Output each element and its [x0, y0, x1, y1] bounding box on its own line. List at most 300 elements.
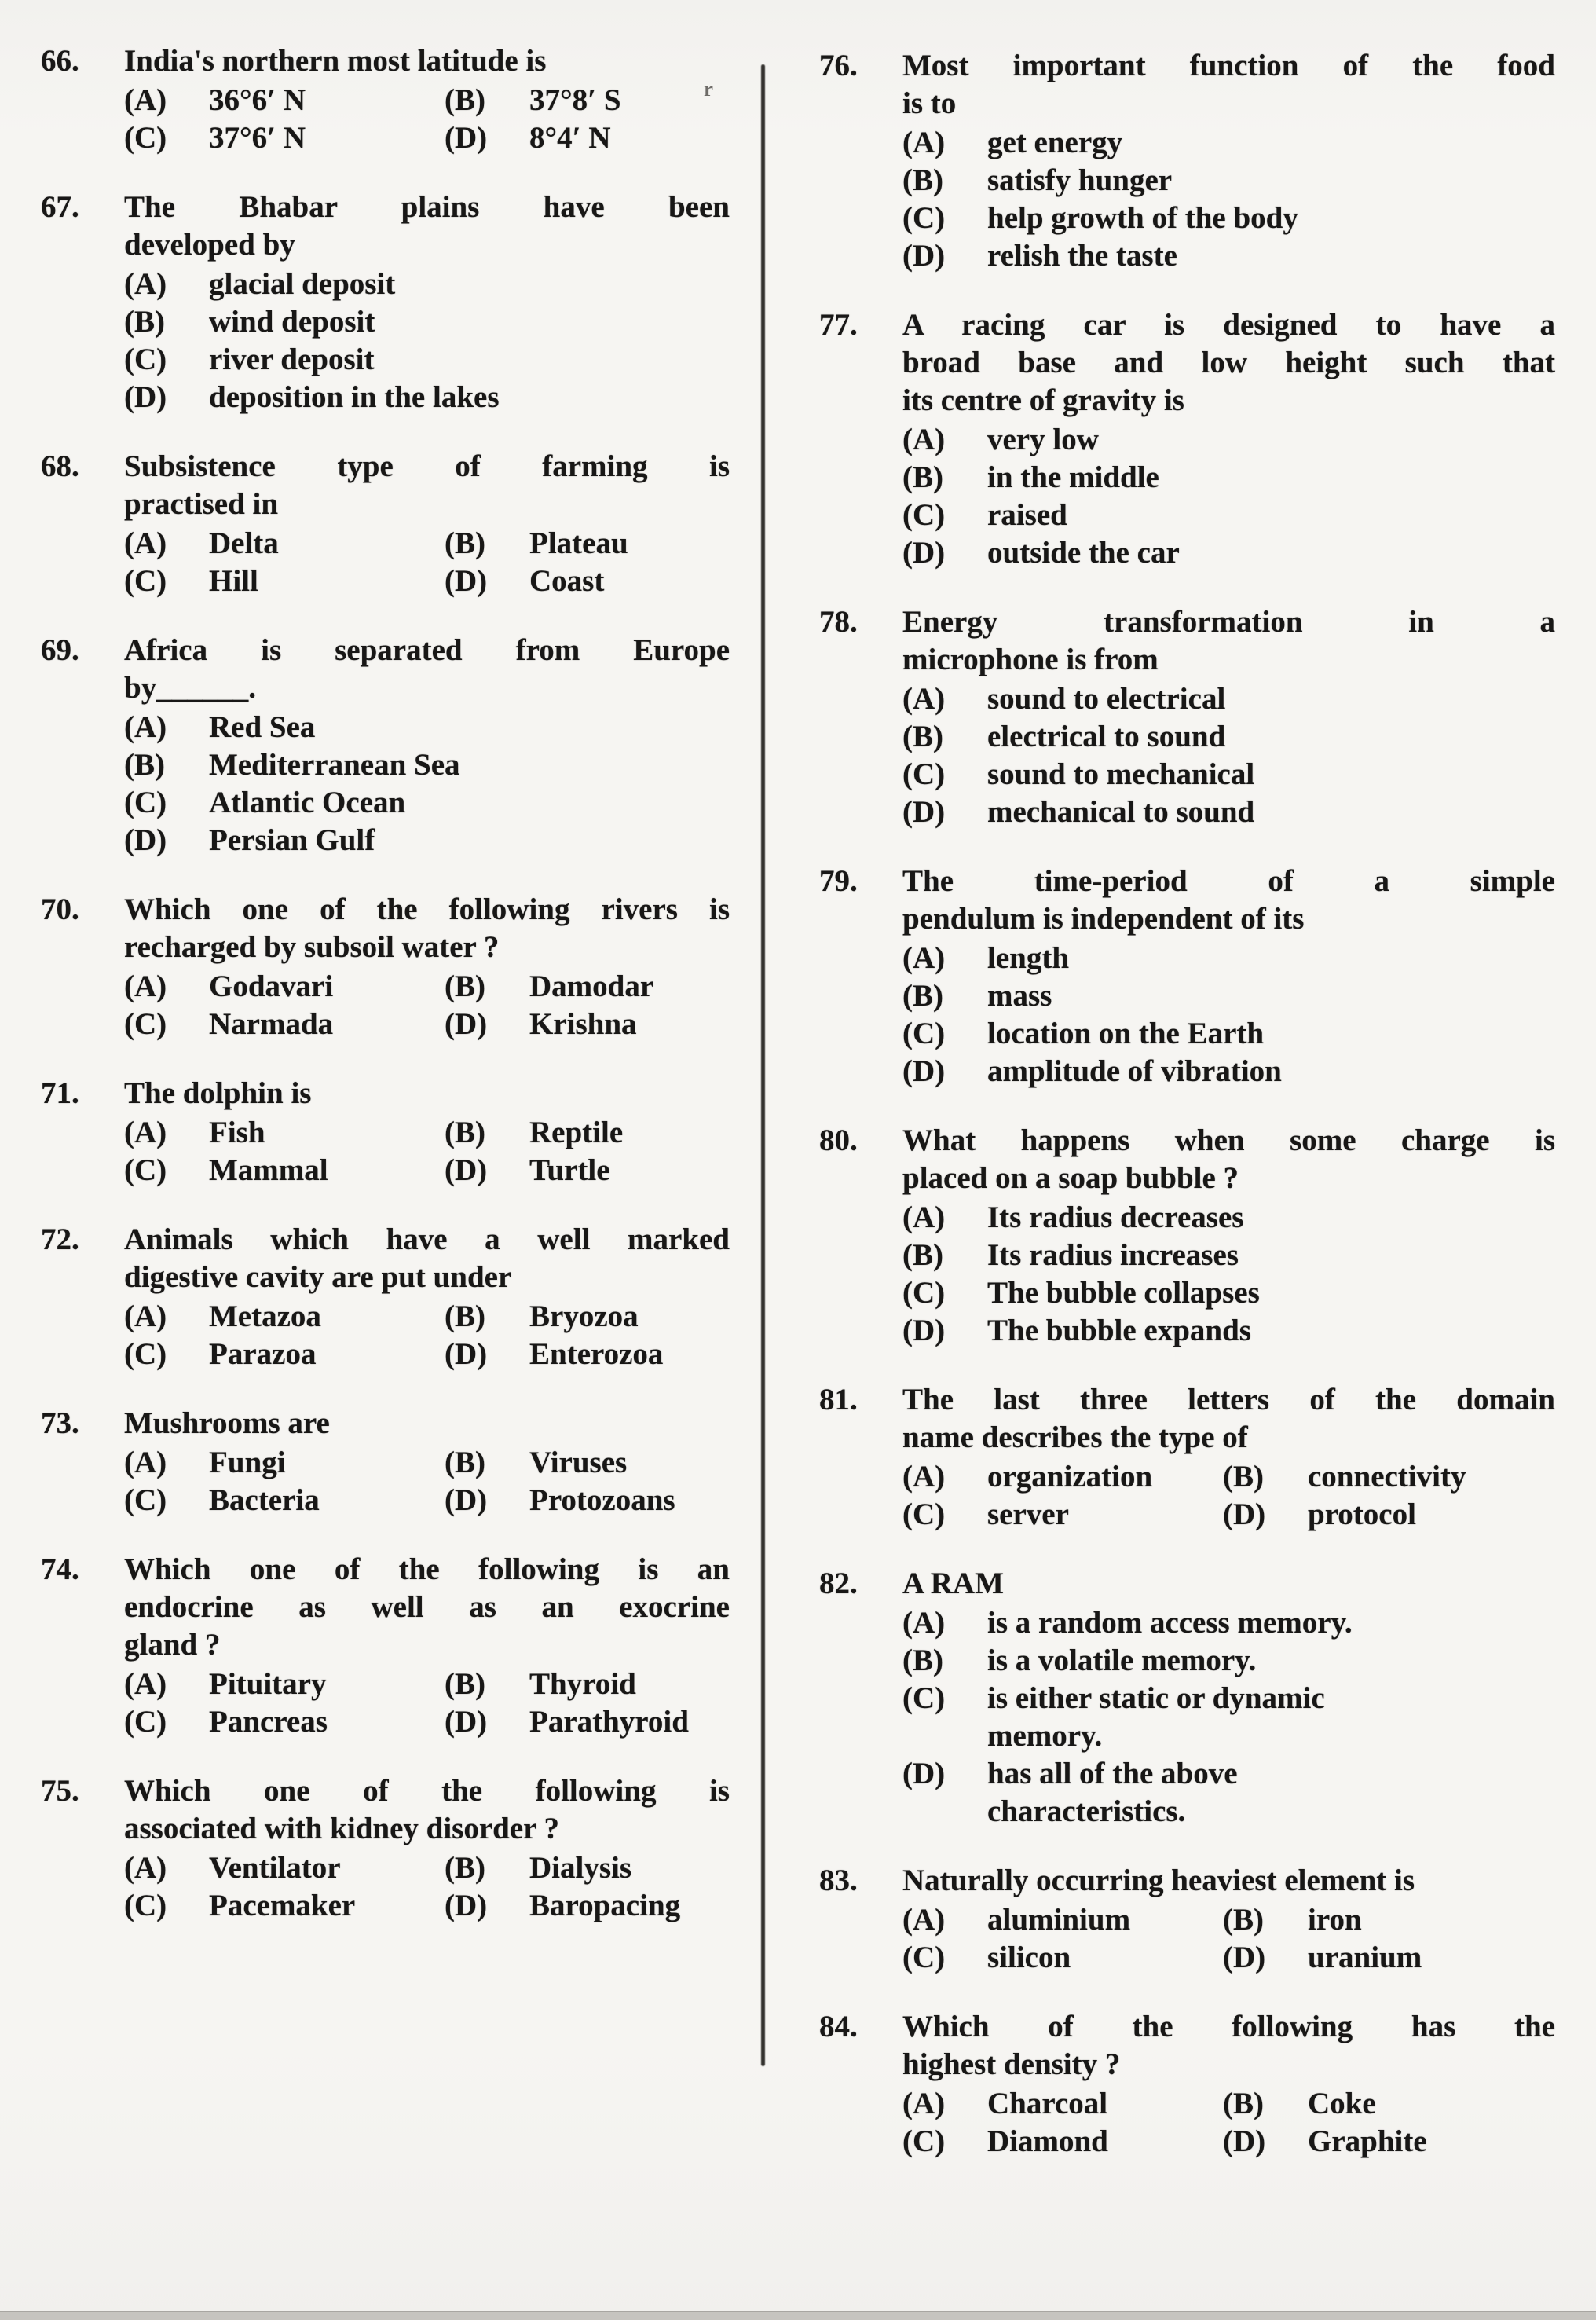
- question-text: [124, 1772, 730, 1848]
- question-options: [124, 82, 730, 157]
- option: [902, 1053, 1555, 1090]
- option-label: (C): [902, 1276, 946, 1310]
- question-body: [124, 891, 730, 1043]
- question: [41, 1551, 730, 1741]
- option-label: (C): [124, 1705, 167, 1739]
- option: [124, 784, 730, 822]
- option-text: [529, 1114, 730, 1152]
- option-label: (C): [902, 757, 946, 791]
- question: [41, 1772, 730, 1925]
- option-text: [987, 977, 1555, 1015]
- option-text: [987, 1015, 1555, 1053]
- option-label: (A): [902, 1460, 946, 1494]
- question-body: [124, 189, 730, 416]
- question-text-line: recharged by subsoil water ?: [124, 930, 500, 964]
- option-text: [1308, 2085, 1555, 2123]
- question-text-line: by______.: [124, 671, 256, 705]
- question-number: 84.: [819, 2010, 858, 2043]
- question-body: [124, 42, 730, 157]
- option: [902, 718, 1555, 756]
- option-text-line: Protozoans: [529, 1483, 675, 1517]
- option-label: (B): [445, 1667, 485, 1701]
- option-label: (B): [902, 979, 943, 1013]
- option-text-line: Baropacing: [529, 1889, 681, 1922]
- option-text-line: location on the Earth: [987, 1017, 1265, 1050]
- option-text: [209, 1887, 445, 1925]
- option: [124, 1336, 445, 1373]
- option-text: [987, 200, 1555, 237]
- question-text: [124, 189, 730, 264]
- question-options: [902, 124, 1555, 275]
- option-text: [987, 2085, 1223, 2123]
- option: [902, 1274, 1555, 1312]
- question-text-line: is to: [902, 86, 957, 120]
- option: [445, 1482, 730, 1519]
- option-text: [987, 756, 1555, 793]
- option-text-line: 37°6′ N: [209, 121, 306, 155]
- option: [445, 525, 730, 563]
- question: [819, 306, 1555, 572]
- question-text-line: developed by: [124, 228, 295, 262]
- option-text-line: memory.: [987, 1719, 1103, 1753]
- option: [124, 1666, 445, 1703]
- option: [902, 1901, 1223, 1939]
- option-label: (C): [124, 564, 167, 598]
- option-label: (B): [124, 748, 165, 782]
- option-text: [529, 1666, 730, 1703]
- question: [819, 2008, 1555, 2161]
- option-text: [1308, 1939, 1555, 1977]
- option-text: [987, 1901, 1223, 1939]
- option-text-line: sound to electrical: [987, 682, 1226, 716]
- option-text: [987, 497, 1555, 534]
- option-label: (D): [445, 1483, 488, 1517]
- question-number: 72.: [41, 1222, 79, 1256]
- option-label: (A): [124, 1667, 167, 1701]
- option: [124, 82, 445, 119]
- question-text-line: India's northern most latitude is: [124, 44, 547, 78]
- option-label: (A): [902, 1903, 946, 1937]
- option-text-line: very low: [987, 423, 1099, 456]
- question-body: [124, 632, 730, 859]
- option-text-line: is a volatile memory.: [987, 1644, 1257, 1677]
- option-label: (D): [902, 1054, 946, 1088]
- option: [445, 1849, 730, 1887]
- question-body: [124, 448, 730, 600]
- option: [902, 1312, 1555, 1350]
- option-text-line: Parazoa: [209, 1337, 317, 1371]
- option: [124, 1298, 445, 1336]
- option-label: (C): [124, 1007, 167, 1041]
- option-text: [529, 1444, 730, 1482]
- question-text-line: Which one of the following is an: [124, 1552, 730, 1586]
- option: [124, 1444, 445, 1482]
- option-text-line: Its radius decreases: [987, 1200, 1244, 1234]
- option-text: [209, 1152, 445, 1189]
- question: [819, 1381, 1555, 1534]
- option-label: (A): [902, 1200, 946, 1234]
- option-text: [209, 1703, 445, 1741]
- option-text: [529, 1298, 730, 1336]
- option-label: (C): [902, 1681, 946, 1715]
- option-text-line: Krishna: [529, 1007, 637, 1041]
- question-text: [902, 306, 1555, 420]
- option-text-line: characteristics.: [987, 1794, 1186, 1828]
- option-label: (B): [445, 83, 485, 117]
- option-label: (A): [124, 1299, 167, 1333]
- question-options: [124, 1114, 730, 1189]
- question-text: [902, 1122, 1555, 1197]
- question-text-line: A racing car is designed to have a: [902, 308, 1555, 342]
- question-text-line: its centre of gravity is: [902, 383, 1184, 417]
- question-text-line: Which one of the following is: [124, 1774, 730, 1808]
- option-text-line: Ventilator: [209, 1851, 341, 1885]
- option-label: (C): [902, 1017, 946, 1050]
- option-label: (C): [124, 343, 167, 376]
- question-text: [124, 1221, 730, 1296]
- option-label: (C): [902, 2124, 946, 2158]
- question: [819, 1565, 1555, 1831]
- option: [124, 1703, 445, 1741]
- option-text: [209, 119, 445, 157]
- option: [1223, 1901, 1555, 1939]
- option-text: [209, 379, 730, 416]
- option-text-line: Pituitary: [209, 1667, 327, 1701]
- option-label: (B): [445, 1299, 485, 1333]
- option: [902, 162, 1555, 200]
- question-text-line: Animals which have a well marked: [124, 1222, 730, 1256]
- question-text: [124, 42, 730, 80]
- option-text-line: Delta: [209, 526, 279, 560]
- option-text: [209, 1006, 445, 1043]
- option-label: (A): [124, 710, 167, 744]
- option-text-line: 8°4′ N: [529, 121, 611, 155]
- option-label: (D): [902, 536, 946, 570]
- question: [819, 603, 1555, 831]
- option-text-line: deposition in the lakes: [209, 380, 500, 414]
- question: [819, 47, 1555, 275]
- question: [819, 863, 1555, 1090]
- question: [41, 189, 730, 416]
- option-text-line: has all of the above: [987, 1757, 1238, 1790]
- question-number: 77.: [819, 308, 858, 342]
- option: [445, 1114, 730, 1152]
- option-text-line: satisfy hunger: [987, 163, 1173, 197]
- option: [124, 968, 445, 1006]
- option: [445, 82, 730, 119]
- question-text-line: pendulum is independent of its: [902, 902, 1305, 936]
- option-label: (A): [124, 267, 167, 301]
- question-text: [124, 448, 730, 523]
- option-label: (B): [1223, 1460, 1264, 1494]
- option: [902, 756, 1555, 793]
- question-body: [124, 1075, 730, 1189]
- option-label: (D): [902, 1757, 946, 1790]
- option: [902, 497, 1555, 534]
- option-label: (A): [124, 1851, 167, 1885]
- question-body: [902, 47, 1555, 275]
- option-label: (B): [902, 1238, 943, 1272]
- option-text: [987, 1642, 1555, 1680]
- option-text-line: relish the taste: [987, 239, 1177, 273]
- option-text-line: Godavari: [209, 969, 334, 1003]
- option-text: [209, 822, 730, 859]
- option-text-line: Red Sea: [209, 710, 316, 744]
- question-body: [902, 603, 1555, 831]
- option: [902, 200, 1555, 237]
- question-text-line: The Bhabar plains have been: [124, 190, 730, 224]
- question-text-line: The last three letters of the domain: [902, 1383, 1555, 1417]
- option: [902, 2123, 1223, 2161]
- option-text: [529, 1006, 730, 1043]
- option-text: [987, 1680, 1555, 1755]
- option-text-line: Fish: [209, 1116, 265, 1149]
- option-label: (C): [124, 1153, 167, 1187]
- option-text: [209, 746, 730, 784]
- option-text: [987, 2123, 1223, 2161]
- question-options: [902, 1604, 1555, 1831]
- option: [124, 119, 445, 157]
- option-text-line: outside the car: [987, 536, 1180, 570]
- scan-artifact: r: [704, 77, 713, 101]
- question-number: 70.: [41, 892, 79, 926]
- question-text-line: highest density ?: [902, 2047, 1121, 2081]
- question-options: [124, 1298, 730, 1373]
- option-label: (A): [902, 941, 946, 975]
- option-label: (C): [124, 1337, 167, 1371]
- option-label: (A): [124, 1116, 167, 1149]
- option-label: (A): [902, 423, 946, 456]
- question: [41, 891, 730, 1043]
- option: [124, 563, 445, 600]
- question-text: [902, 863, 1555, 938]
- option: [902, 1604, 1555, 1642]
- option-text: [1308, 1901, 1555, 1939]
- option: [445, 1887, 730, 1925]
- option: [445, 1298, 730, 1336]
- option-text: [987, 1312, 1555, 1350]
- option-label: (D): [124, 380, 167, 414]
- option-text: [1308, 1458, 1555, 1496]
- option-label: (B): [1223, 2087, 1264, 2120]
- question-text-line: Africa is separated from Europe: [124, 633, 730, 667]
- question-number: 81.: [819, 1383, 858, 1417]
- question-options: [124, 1444, 730, 1519]
- option-label: (B): [445, 1446, 485, 1479]
- option-text: [529, 1152, 730, 1189]
- option: [902, 1458, 1223, 1496]
- option-text-line: server: [987, 1497, 1069, 1531]
- option-text-line: is a random access memory.: [987, 1606, 1353, 1640]
- question-text: [902, 1862, 1555, 1900]
- option-text: [209, 266, 730, 303]
- option: [902, 124, 1555, 162]
- option-text-line: wind deposit: [209, 305, 375, 339]
- question-text-line: The time-period of a simple: [902, 864, 1555, 898]
- question-number: 80.: [819, 1123, 858, 1157]
- option-text-line: Charcoal: [987, 2087, 1108, 2120]
- option-label: (D): [902, 1314, 946, 1347]
- question-text-line: Which of the following has the: [902, 2010, 1555, 2043]
- option-text-line: Mammal: [209, 1153, 328, 1187]
- question-text-line: Mushrooms are: [124, 1406, 330, 1440]
- question-text-line: associated with kidney disorder ?: [124, 1812, 559, 1845]
- option-text: [529, 119, 730, 157]
- option-text: [987, 1458, 1223, 1496]
- option: [902, 977, 1555, 1015]
- option-label: (D): [445, 564, 488, 598]
- option-text-line: Enterozoa: [529, 1337, 664, 1371]
- option-label: (C): [124, 1889, 167, 1922]
- option: [124, 1152, 445, 1189]
- option-text: [209, 1482, 445, 1519]
- question-text: [902, 1381, 1555, 1457]
- question-options: [124, 709, 730, 859]
- option-label: (B): [445, 1116, 485, 1149]
- option: [124, 379, 730, 416]
- question-body: [902, 1122, 1555, 1350]
- question-options: [902, 1901, 1555, 1977]
- option-text-line: Viruses: [529, 1446, 628, 1479]
- option: [124, 525, 445, 563]
- question-body: [902, 863, 1555, 1090]
- option-label: (D): [445, 1337, 488, 1371]
- option-label: (D): [1223, 1941, 1266, 1974]
- question-options: [902, 940, 1555, 1090]
- option-label: (C): [902, 201, 946, 235]
- option-text: [987, 1755, 1555, 1831]
- option-text: [209, 1444, 445, 1482]
- option-text-line: Damodar: [529, 969, 654, 1003]
- option-text-line: in the middle: [987, 460, 1159, 494]
- option: [124, 1482, 445, 1519]
- question: [41, 448, 730, 600]
- option-text: [209, 1849, 445, 1887]
- option: [1223, 1939, 1555, 1977]
- option-text: [987, 162, 1555, 200]
- option: [902, 1496, 1223, 1534]
- question-text-line: Which one of the following rivers is: [124, 892, 730, 926]
- option-text-line: Coke: [1308, 2087, 1376, 2120]
- option-text-line: Dialysis: [529, 1851, 632, 1885]
- option-label: (D): [445, 1889, 488, 1922]
- question: [41, 632, 730, 859]
- option-text: [987, 718, 1555, 756]
- question-number: 75.: [41, 1774, 79, 1808]
- option-text-line: help growth of the body: [987, 201, 1298, 235]
- option-text-line: Narmada: [209, 1007, 334, 1041]
- question-number: 82.: [819, 1567, 858, 1600]
- question-text-line: The dolphin is: [124, 1076, 312, 1110]
- option-text-line: sound to mechanical: [987, 757, 1255, 791]
- option-text-line: Parathyroid: [529, 1705, 689, 1739]
- option: [124, 266, 730, 303]
- option-text-line: Its radius increases: [987, 1238, 1239, 1272]
- option-text: [987, 680, 1555, 718]
- question-text: [124, 891, 730, 966]
- question-text-line: broad base and low height such that: [902, 346, 1555, 379]
- option-label: (D): [1223, 1497, 1266, 1531]
- question-body: [124, 1772, 730, 1925]
- option-text: [209, 1336, 445, 1373]
- question: [819, 1122, 1555, 1350]
- option-text-line: Bryozoa: [529, 1299, 639, 1333]
- option: [124, 1887, 445, 1925]
- question-text-line: endocrine as well as an exocrine: [124, 1590, 730, 1624]
- option-text-line: Mediterranean Sea: [209, 748, 460, 782]
- question-body: [902, 1565, 1555, 1831]
- question-options: [902, 680, 1555, 831]
- question-number: 79.: [819, 864, 858, 898]
- option-text: [529, 1703, 730, 1741]
- option-label: (A): [902, 682, 946, 716]
- option-label: (D): [902, 795, 946, 829]
- question-number: 69.: [41, 633, 79, 667]
- question-number: 74.: [41, 1552, 79, 1586]
- option-text-line: Persian Gulf: [209, 823, 375, 857]
- question-number: 76.: [819, 49, 858, 82]
- option-text-line: The bubble collapses: [987, 1276, 1260, 1310]
- question-body: [902, 306, 1555, 572]
- option: [124, 303, 730, 341]
- option: [902, 459, 1555, 497]
- option: [124, 1849, 445, 1887]
- option: [445, 1666, 730, 1703]
- option-text: [529, 1887, 730, 1925]
- option-text: [209, 82, 445, 119]
- option-text-line: Coast: [529, 564, 605, 598]
- question-options: [902, 2085, 1555, 2161]
- column-divider: [761, 64, 765, 2066]
- question-text-line: Most important function of the food: [902, 49, 1555, 82]
- question: [41, 1221, 730, 1373]
- option: [902, 2085, 1223, 2123]
- option-text-line: glacial deposit: [209, 267, 396, 301]
- option-text-line: Plateau: [529, 526, 628, 560]
- question-body: [124, 1551, 730, 1741]
- option-text-line: Turtle: [529, 1153, 610, 1187]
- question-options: [124, 525, 730, 600]
- question-text: [124, 1551, 730, 1664]
- option-text: [209, 341, 730, 379]
- option-label: (D): [124, 823, 167, 857]
- option-text: [529, 563, 730, 600]
- option-label: (A): [124, 83, 167, 117]
- option-label: (D): [445, 1705, 488, 1739]
- option-label: (A): [902, 1606, 946, 1640]
- question-text: [902, 1565, 1555, 1603]
- option-text-line: 37°8′ S: [529, 83, 621, 117]
- question-options: [124, 1849, 730, 1925]
- question-options: [124, 1666, 730, 1741]
- option: [1223, 2123, 1555, 2161]
- option-text: [987, 237, 1555, 275]
- option-text-line: iron: [1308, 1903, 1362, 1937]
- question-body: [124, 1405, 730, 1519]
- option-text-line: organization: [987, 1460, 1153, 1494]
- question-number: 73.: [41, 1406, 79, 1440]
- option-text: [987, 421, 1555, 459]
- option-text-line: Atlantic Ocean: [209, 786, 406, 819]
- question: [41, 42, 730, 157]
- option-text-line: Pacemaker: [209, 1889, 356, 1922]
- option-text: [209, 303, 730, 341]
- question: [819, 1862, 1555, 1977]
- option-text: [987, 940, 1555, 977]
- option-label: (C): [124, 121, 167, 155]
- option: [1223, 1458, 1555, 1496]
- option: [445, 1703, 730, 1741]
